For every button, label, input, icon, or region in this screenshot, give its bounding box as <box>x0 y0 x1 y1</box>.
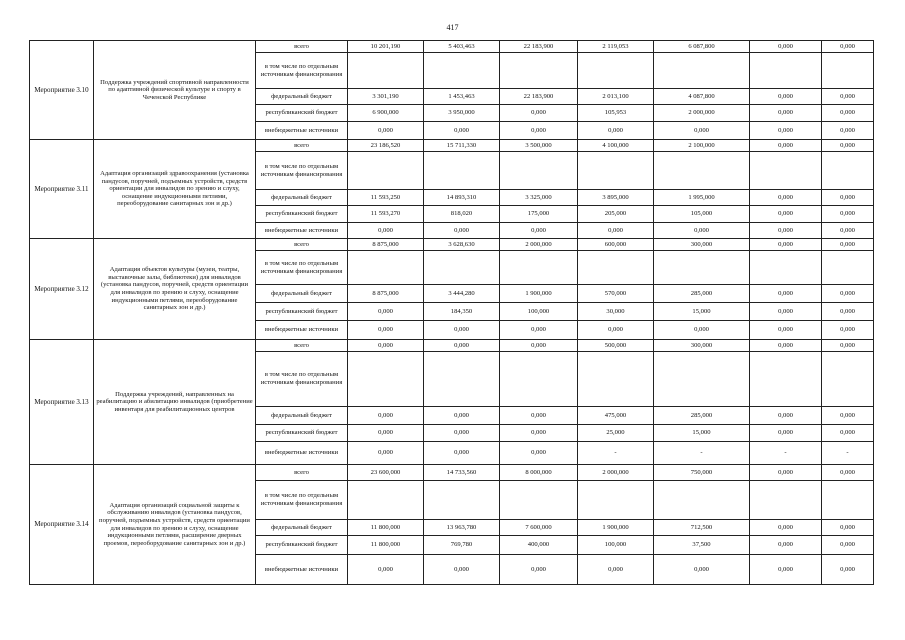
amount-cell <box>578 481 654 520</box>
funding-source: внебюджетные источники <box>256 555 348 585</box>
amount-cell: 3 444,280 <box>424 285 500 303</box>
amount-cell: 0,000 <box>348 303 424 321</box>
amount-cell: 0,000 <box>750 89 822 105</box>
amount-cell <box>348 251 424 285</box>
amount-cell: 0,000 <box>424 321 500 340</box>
amount-cell: 0,000 <box>348 122 424 140</box>
activity-label: Мероприятие 3.14 <box>30 465 94 585</box>
amount-cell: 400,000 <box>500 536 578 555</box>
amount-cell: 300,000 <box>654 340 750 352</box>
funding-source: всего <box>256 239 348 251</box>
activity-description: Адаптация организаций здравоохранения (установка пандусов, поручней, подъемных устройств, средств ориентации для инвалидов по зрению и слуху, оснащение индукционными петлями, переоборудование санитарных зон и др.) <box>94 140 256 239</box>
amount-cell: 0,000 <box>500 223 578 239</box>
amount-cell <box>654 481 750 520</box>
amount-cell: 0,000 <box>750 239 822 251</box>
amount-cell: 2 119,053 <box>578 41 654 53</box>
amount-cell: 0,000 <box>750 140 822 152</box>
amount-cell: - <box>654 442 750 465</box>
amount-cell: 105,000 <box>654 206 750 223</box>
table-row <box>30 239 874 251</box>
amount-cell: 105,953 <box>578 105 654 122</box>
amount-cell: 0,000 <box>424 555 500 585</box>
activity-description: Адаптация организаций социальной защиты к обслуживанию инвалидов (установка пандусов, поручней, подъемных устройств, средств ориентации для инвалидов по зрению и слуху, оснащение индукционными петлями, расширение дверных проемов, переоборудование санитарных зон и др.) <box>94 465 256 585</box>
amount-cell: 0,000 <box>424 340 500 352</box>
funding-source: федеральный бюджет <box>256 89 348 105</box>
amount-cell: 0,000 <box>424 223 500 239</box>
amount-cell: 205,000 <box>578 206 654 223</box>
amount-cell <box>424 251 500 285</box>
funding-source: внебюджетные источники <box>256 122 348 140</box>
amount-cell <box>348 53 424 89</box>
amount-cell: 11 800,000 <box>348 520 424 536</box>
amount-cell: 0,000 <box>500 425 578 442</box>
amount-cell: 3 301,190 <box>348 89 424 105</box>
amount-cell: 0,000 <box>654 122 750 140</box>
amount-cell: 0,000 <box>348 442 424 465</box>
activity-label: Мероприятие 3.13 <box>30 340 94 465</box>
amount-cell: 0,000 <box>348 425 424 442</box>
amount-cell: 0,000 <box>348 223 424 239</box>
amount-cell: 600,000 <box>578 239 654 251</box>
amount-cell: 14 893,310 <box>424 190 500 206</box>
table-row <box>30 140 874 152</box>
activity-description: Поддержка учреждений спортивной направленности по адаптивной физической культуре и спорту в Чеченской Республике <box>94 41 256 140</box>
activity-label: Мероприятие 3.11 <box>30 140 94 239</box>
amount-cell <box>424 352 500 407</box>
amount-cell <box>578 152 654 190</box>
amount-cell: 2 000,000 <box>500 239 578 251</box>
amount-cell: 0,000 <box>750 555 822 585</box>
amount-cell: 0,000 <box>750 190 822 206</box>
amount-cell: 0,000 <box>822 536 874 555</box>
amount-cell: 6 900,000 <box>348 105 424 122</box>
amount-cell <box>500 53 578 89</box>
amount-cell: 2 013,100 <box>578 89 654 105</box>
amount-cell: 0,000 <box>822 555 874 585</box>
amount-cell: 22 183,900 <box>500 89 578 105</box>
funding-source: всего <box>256 465 348 481</box>
amount-cell: 0,000 <box>822 105 874 122</box>
amount-cell: 5 403,463 <box>424 41 500 53</box>
amount-cell: 23 186,520 <box>348 140 424 152</box>
amount-cell: 0,000 <box>750 206 822 223</box>
amount-cell: 0,000 <box>500 555 578 585</box>
amount-cell <box>822 152 874 190</box>
amount-cell: 0,000 <box>654 555 750 585</box>
amount-cell: 25,000 <box>578 425 654 442</box>
amount-cell <box>822 251 874 285</box>
amount-cell: 0,000 <box>578 321 654 340</box>
funding-source: всего <box>256 41 348 53</box>
funding-source: республиканский бюджет <box>256 206 348 223</box>
amount-cell <box>424 481 500 520</box>
amount-cell: 0,000 <box>822 425 874 442</box>
funding-source: внебюджетные источники <box>256 321 348 340</box>
amount-cell <box>578 53 654 89</box>
amount-cell: 4 087,800 <box>654 89 750 105</box>
amount-cell: 0,000 <box>750 223 822 239</box>
amount-cell: 100,000 <box>578 536 654 555</box>
amount-cell: 0,000 <box>822 407 874 425</box>
funding-source: внебюджетные источники <box>256 223 348 239</box>
amount-cell: 0,000 <box>822 321 874 340</box>
amount-cell: 10 201,190 <box>348 41 424 53</box>
amount-cell: 1 900,000 <box>500 285 578 303</box>
activity-description: Адаптация объектов культуры (музеи, театры, выставочные залы, библиотеки) для инвалидов (установка пандусов, поручней, средств ориентации для инвалидов по зрению и слуху, оснащение индукционными петлями, переоборудование санитарных зон и др.) <box>94 239 256 340</box>
amount-cell <box>654 251 750 285</box>
amount-cell: 0,000 <box>500 321 578 340</box>
activity-description: Поддержка учреждений, направленных на реабилитацию и абилитацию инвалидов (приобретение инвентаря для реабилитационных центров <box>94 340 256 465</box>
funding-source: всего <box>256 140 348 152</box>
table-row <box>30 340 874 352</box>
funding-source: всего <box>256 340 348 352</box>
amount-cell: 15,000 <box>654 425 750 442</box>
amount-cell: 11 593,250 <box>348 190 424 206</box>
amount-cell: 0,000 <box>822 122 874 140</box>
amount-cell: 13 963,780 <box>424 520 500 536</box>
amount-cell: 15 711,330 <box>424 140 500 152</box>
amount-cell <box>750 53 822 89</box>
amount-cell: 3 628,630 <box>424 239 500 251</box>
amount-cell <box>500 352 578 407</box>
amount-cell: 0,000 <box>822 223 874 239</box>
amount-cell <box>348 352 424 407</box>
amount-cell: 0,000 <box>500 340 578 352</box>
amount-cell: 2 000,000 <box>654 105 750 122</box>
amount-cell <box>822 352 874 407</box>
amount-cell: 0,000 <box>750 425 822 442</box>
amount-cell: 0,000 <box>822 340 874 352</box>
amount-cell: 0,000 <box>654 321 750 340</box>
amount-cell: 8 875,000 <box>348 285 424 303</box>
funding-source: республиканский бюджет <box>256 425 348 442</box>
amount-cell: 8 000,000 <box>500 465 578 481</box>
amount-cell <box>750 251 822 285</box>
amount-cell <box>578 251 654 285</box>
amount-cell: 1 453,463 <box>424 89 500 105</box>
amount-cell: 0,000 <box>654 223 750 239</box>
amount-cell: 0,000 <box>822 465 874 481</box>
amount-cell: 0,000 <box>750 465 822 481</box>
amount-cell: 0,000 <box>750 105 822 122</box>
funding-source: республиканский бюджет <box>256 105 348 122</box>
amount-cell: 175,000 <box>500 206 578 223</box>
amount-cell <box>348 481 424 520</box>
amount-cell: 0,000 <box>750 536 822 555</box>
table-row <box>30 41 874 53</box>
amount-cell: 7 600,000 <box>500 520 578 536</box>
amount-cell: 0,000 <box>424 407 500 425</box>
amount-cell <box>578 352 654 407</box>
amount-cell: 11 593,270 <box>348 206 424 223</box>
amount-cell: 3 325,000 <box>500 190 578 206</box>
amount-cell: 15,000 <box>654 303 750 321</box>
amount-cell <box>822 481 874 520</box>
funding-source: в том числе по отдельным источникам финансирования <box>256 251 348 285</box>
amount-cell: 0,000 <box>750 285 822 303</box>
amount-cell: 37,500 <box>654 536 750 555</box>
amount-cell: 0,000 <box>822 190 874 206</box>
amount-cell: 0,000 <box>822 285 874 303</box>
amount-cell: 475,000 <box>578 407 654 425</box>
amount-cell <box>424 152 500 190</box>
amount-cell: 0,000 <box>750 340 822 352</box>
amount-cell <box>424 53 500 89</box>
funding-source: федеральный бюджет <box>256 520 348 536</box>
amount-cell: 11 800,000 <box>348 536 424 555</box>
amount-cell: 0,000 <box>424 425 500 442</box>
amount-cell: 285,000 <box>654 285 750 303</box>
amount-cell: 0,000 <box>822 89 874 105</box>
amount-cell: 0,000 <box>500 122 578 140</box>
amount-cell <box>750 481 822 520</box>
table-row <box>30 465 874 481</box>
funding-source: федеральный бюджет <box>256 407 348 425</box>
amount-cell: - <box>578 442 654 465</box>
amount-cell <box>750 152 822 190</box>
amount-cell: 712,500 <box>654 520 750 536</box>
amount-cell: 0,000 <box>750 407 822 425</box>
amount-cell <box>500 251 578 285</box>
amount-cell <box>348 152 424 190</box>
amount-cell: 285,000 <box>654 407 750 425</box>
amount-cell: 2 000,000 <box>578 465 654 481</box>
amount-cell: 3 950,000 <box>424 105 500 122</box>
amount-cell: 0,000 <box>822 140 874 152</box>
amount-cell <box>654 152 750 190</box>
amount-cell: 2 100,000 <box>654 140 750 152</box>
amount-cell: 750,000 <box>654 465 750 481</box>
activity-label: Мероприятие 3.10 <box>30 41 94 140</box>
amount-cell: - <box>822 442 874 465</box>
amount-cell: - <box>750 442 822 465</box>
funding-source: федеральный бюджет <box>256 285 348 303</box>
amount-cell: 0,000 <box>822 520 874 536</box>
funding-table <box>29 40 874 585</box>
amount-cell: 0,000 <box>822 41 874 53</box>
amount-cell: 0,000 <box>822 239 874 251</box>
amount-cell <box>654 53 750 89</box>
amount-cell: 0,000 <box>500 442 578 465</box>
amount-cell: 500,000 <box>578 340 654 352</box>
amount-cell: 0,000 <box>348 555 424 585</box>
funding-source: внебюджетные источники <box>256 442 348 465</box>
amount-cell: 0,000 <box>750 41 822 53</box>
amount-cell: 184,350 <box>424 303 500 321</box>
funding-source: республиканский бюджет <box>256 303 348 321</box>
amount-cell <box>500 481 578 520</box>
funding-source: федеральный бюджет <box>256 190 348 206</box>
amount-cell <box>822 53 874 89</box>
amount-cell: 0,000 <box>348 321 424 340</box>
funding-source: республиканский бюджет <box>256 536 348 555</box>
amount-cell: 0,000 <box>348 340 424 352</box>
amount-cell: 22 183,900 <box>500 41 578 53</box>
amount-cell: 0,000 <box>578 555 654 585</box>
funding-source: в том числе по отдельным источникам финансирования <box>256 352 348 407</box>
amount-cell: 0,000 <box>578 223 654 239</box>
amount-cell: 0,000 <box>578 122 654 140</box>
amount-cell: 23 600,000 <box>348 465 424 481</box>
amount-cell: 818,020 <box>424 206 500 223</box>
amount-cell: 3 500,000 <box>500 140 578 152</box>
amount-cell: 8 875,000 <box>348 239 424 251</box>
amount-cell <box>500 152 578 190</box>
amount-cell: 30,000 <box>578 303 654 321</box>
amount-cell: 100,000 <box>500 303 578 321</box>
amount-cell: 300,000 <box>654 239 750 251</box>
amount-cell: 0,000 <box>750 303 822 321</box>
amount-cell: 14 733,560 <box>424 465 500 481</box>
amount-cell <box>750 352 822 407</box>
funding-source: в том числе по отдельным источникам финансирования <box>256 152 348 190</box>
amount-cell: 4 100,000 <box>578 140 654 152</box>
amount-cell: 0,000 <box>500 407 578 425</box>
page-number: 417 <box>446 23 459 32</box>
amount-cell: 0,000 <box>750 520 822 536</box>
amount-cell: 0,000 <box>822 206 874 223</box>
amount-cell: 0,000 <box>750 321 822 340</box>
amount-cell: 6 087,800 <box>654 41 750 53</box>
amount-cell: 0,000 <box>750 122 822 140</box>
amount-cell: 0,000 <box>424 442 500 465</box>
amount-cell: 3 895,000 <box>578 190 654 206</box>
amount-cell: 1 995,000 <box>654 190 750 206</box>
amount-cell <box>654 352 750 407</box>
amount-cell: 0,000 <box>348 407 424 425</box>
activity-label: Мероприятие 3.12 <box>30 239 94 340</box>
amount-cell: 0,000 <box>424 122 500 140</box>
funding-source: в том числе по отдельным источникам финансирования <box>256 53 348 89</box>
amount-cell: 0,000 <box>500 105 578 122</box>
amount-cell: 570,000 <box>578 285 654 303</box>
amount-cell: 769,780 <box>424 536 500 555</box>
amount-cell: 1 900,000 <box>578 520 654 536</box>
funding-source: в том числе по отдельным источникам финансирования <box>256 481 348 520</box>
amount-cell: 0,000 <box>822 303 874 321</box>
